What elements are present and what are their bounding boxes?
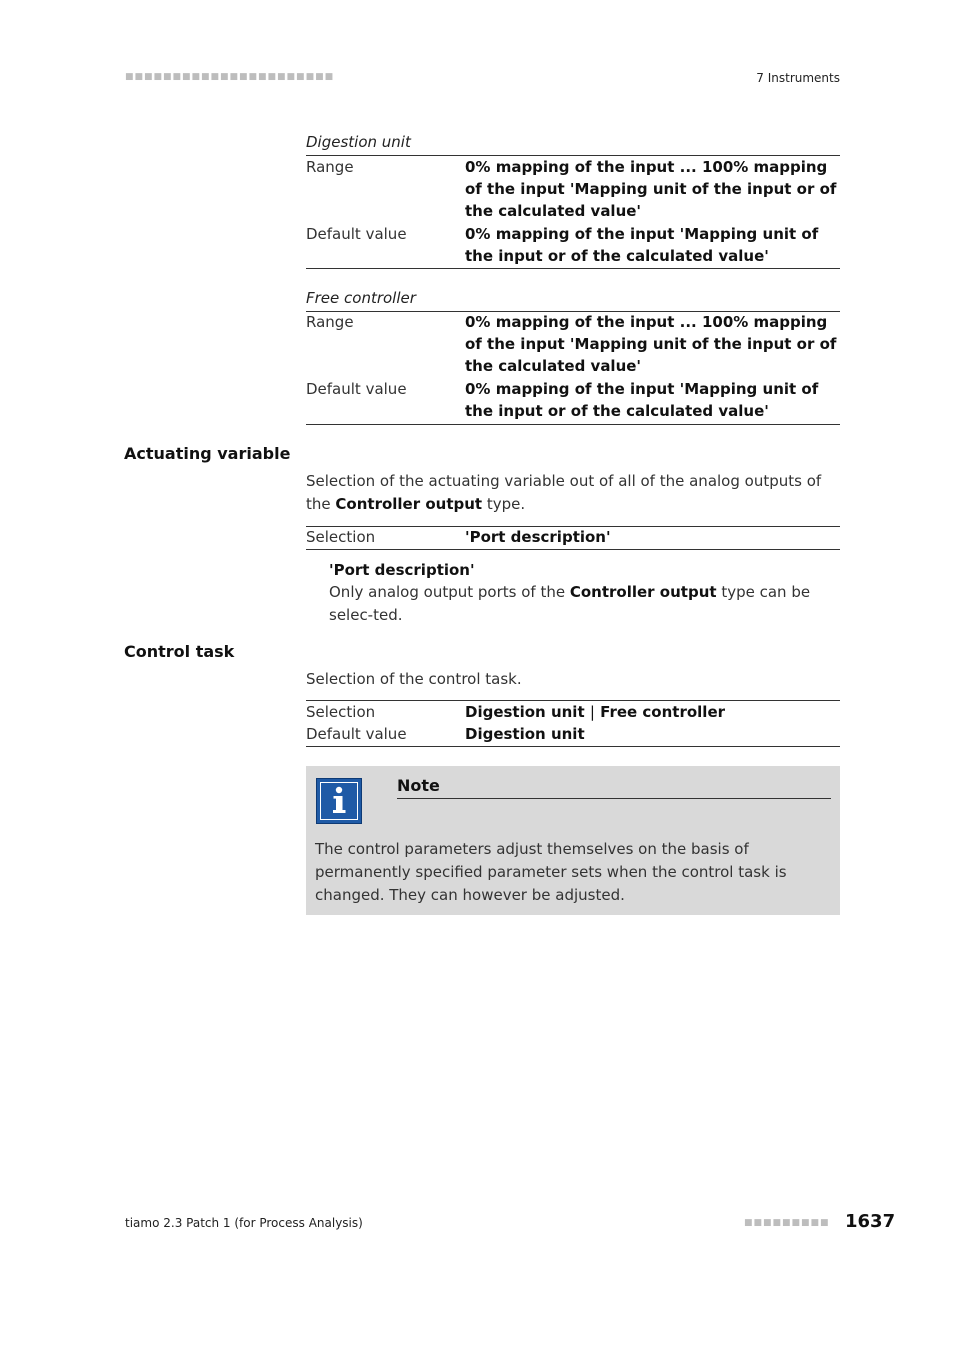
selection-value: Digestion unit | Free controller (465, 703, 726, 721)
table-rule (306, 549, 840, 550)
note-text: The control parameters adjust themselves on the basis of permanently specified parameter sets when the control task is changed. They can however be adjusted. (315, 840, 787, 904)
section-title-control-task: Control task (124, 642, 235, 661)
section-title-actuating-variable: Actuating variable (124, 444, 291, 463)
range-label: Range (306, 158, 354, 176)
actuating-description: Selection of the actuating variable out of all of the analog outputs of the Controller output type. (306, 472, 822, 513)
selection-label: Selection (306, 703, 376, 721)
default-label: Default value (306, 380, 407, 398)
option-description: Only analog output ports of the Controller output type can be selec-ted. (329, 583, 811, 624)
note-box (306, 766, 840, 915)
range-label: Range (306, 313, 354, 331)
option-title: 'Port description' (329, 561, 475, 579)
note-rule (397, 798, 831, 799)
info-icon (316, 778, 362, 824)
header-decoration: ■■■■■■■■■■■■■■■■■■■■■■ (125, 72, 335, 82)
chapter-title: 7 Instruments (756, 71, 840, 85)
default-label: Default value (306, 225, 407, 243)
range-value: 0% mapping of the input ... 100% mapping of the input 'Mapping unit of the input or of the calculated value' (465, 158, 837, 220)
default-value: Digestion unit (465, 725, 585, 743)
default-value: 0% mapping of the input 'Mapping unit of the input or of the calculated value' (465, 380, 819, 420)
page-number: 1637 (845, 1211, 896, 1232)
table-caption-digestion: Digestion unit (306, 133, 411, 151)
note-title: Note (397, 776, 440, 795)
footer-product: tiamo 2.3 Patch 1 (for Process Analysis) (125, 1216, 363, 1230)
footer-decoration: ■■■■■■■■■ (744, 1218, 830, 1228)
selection-label: Selection (306, 528, 376, 546)
table-rule (306, 424, 840, 425)
default-value: 0% mapping of the input 'Mapping unit of the input or of the calculated value' (465, 225, 819, 265)
range-value: 0% mapping of the input ... 100% mapping of the input 'Mapping unit of the input or of the calculated value' (465, 313, 837, 375)
table-rule (306, 268, 840, 269)
default-label: Default value (306, 725, 407, 743)
control-task-description: Selection of the control task. (306, 670, 522, 688)
table-caption-free-controller: Free controller (306, 289, 416, 307)
selection-value: 'Port description' (465, 528, 611, 546)
table-rule (306, 746, 840, 747)
